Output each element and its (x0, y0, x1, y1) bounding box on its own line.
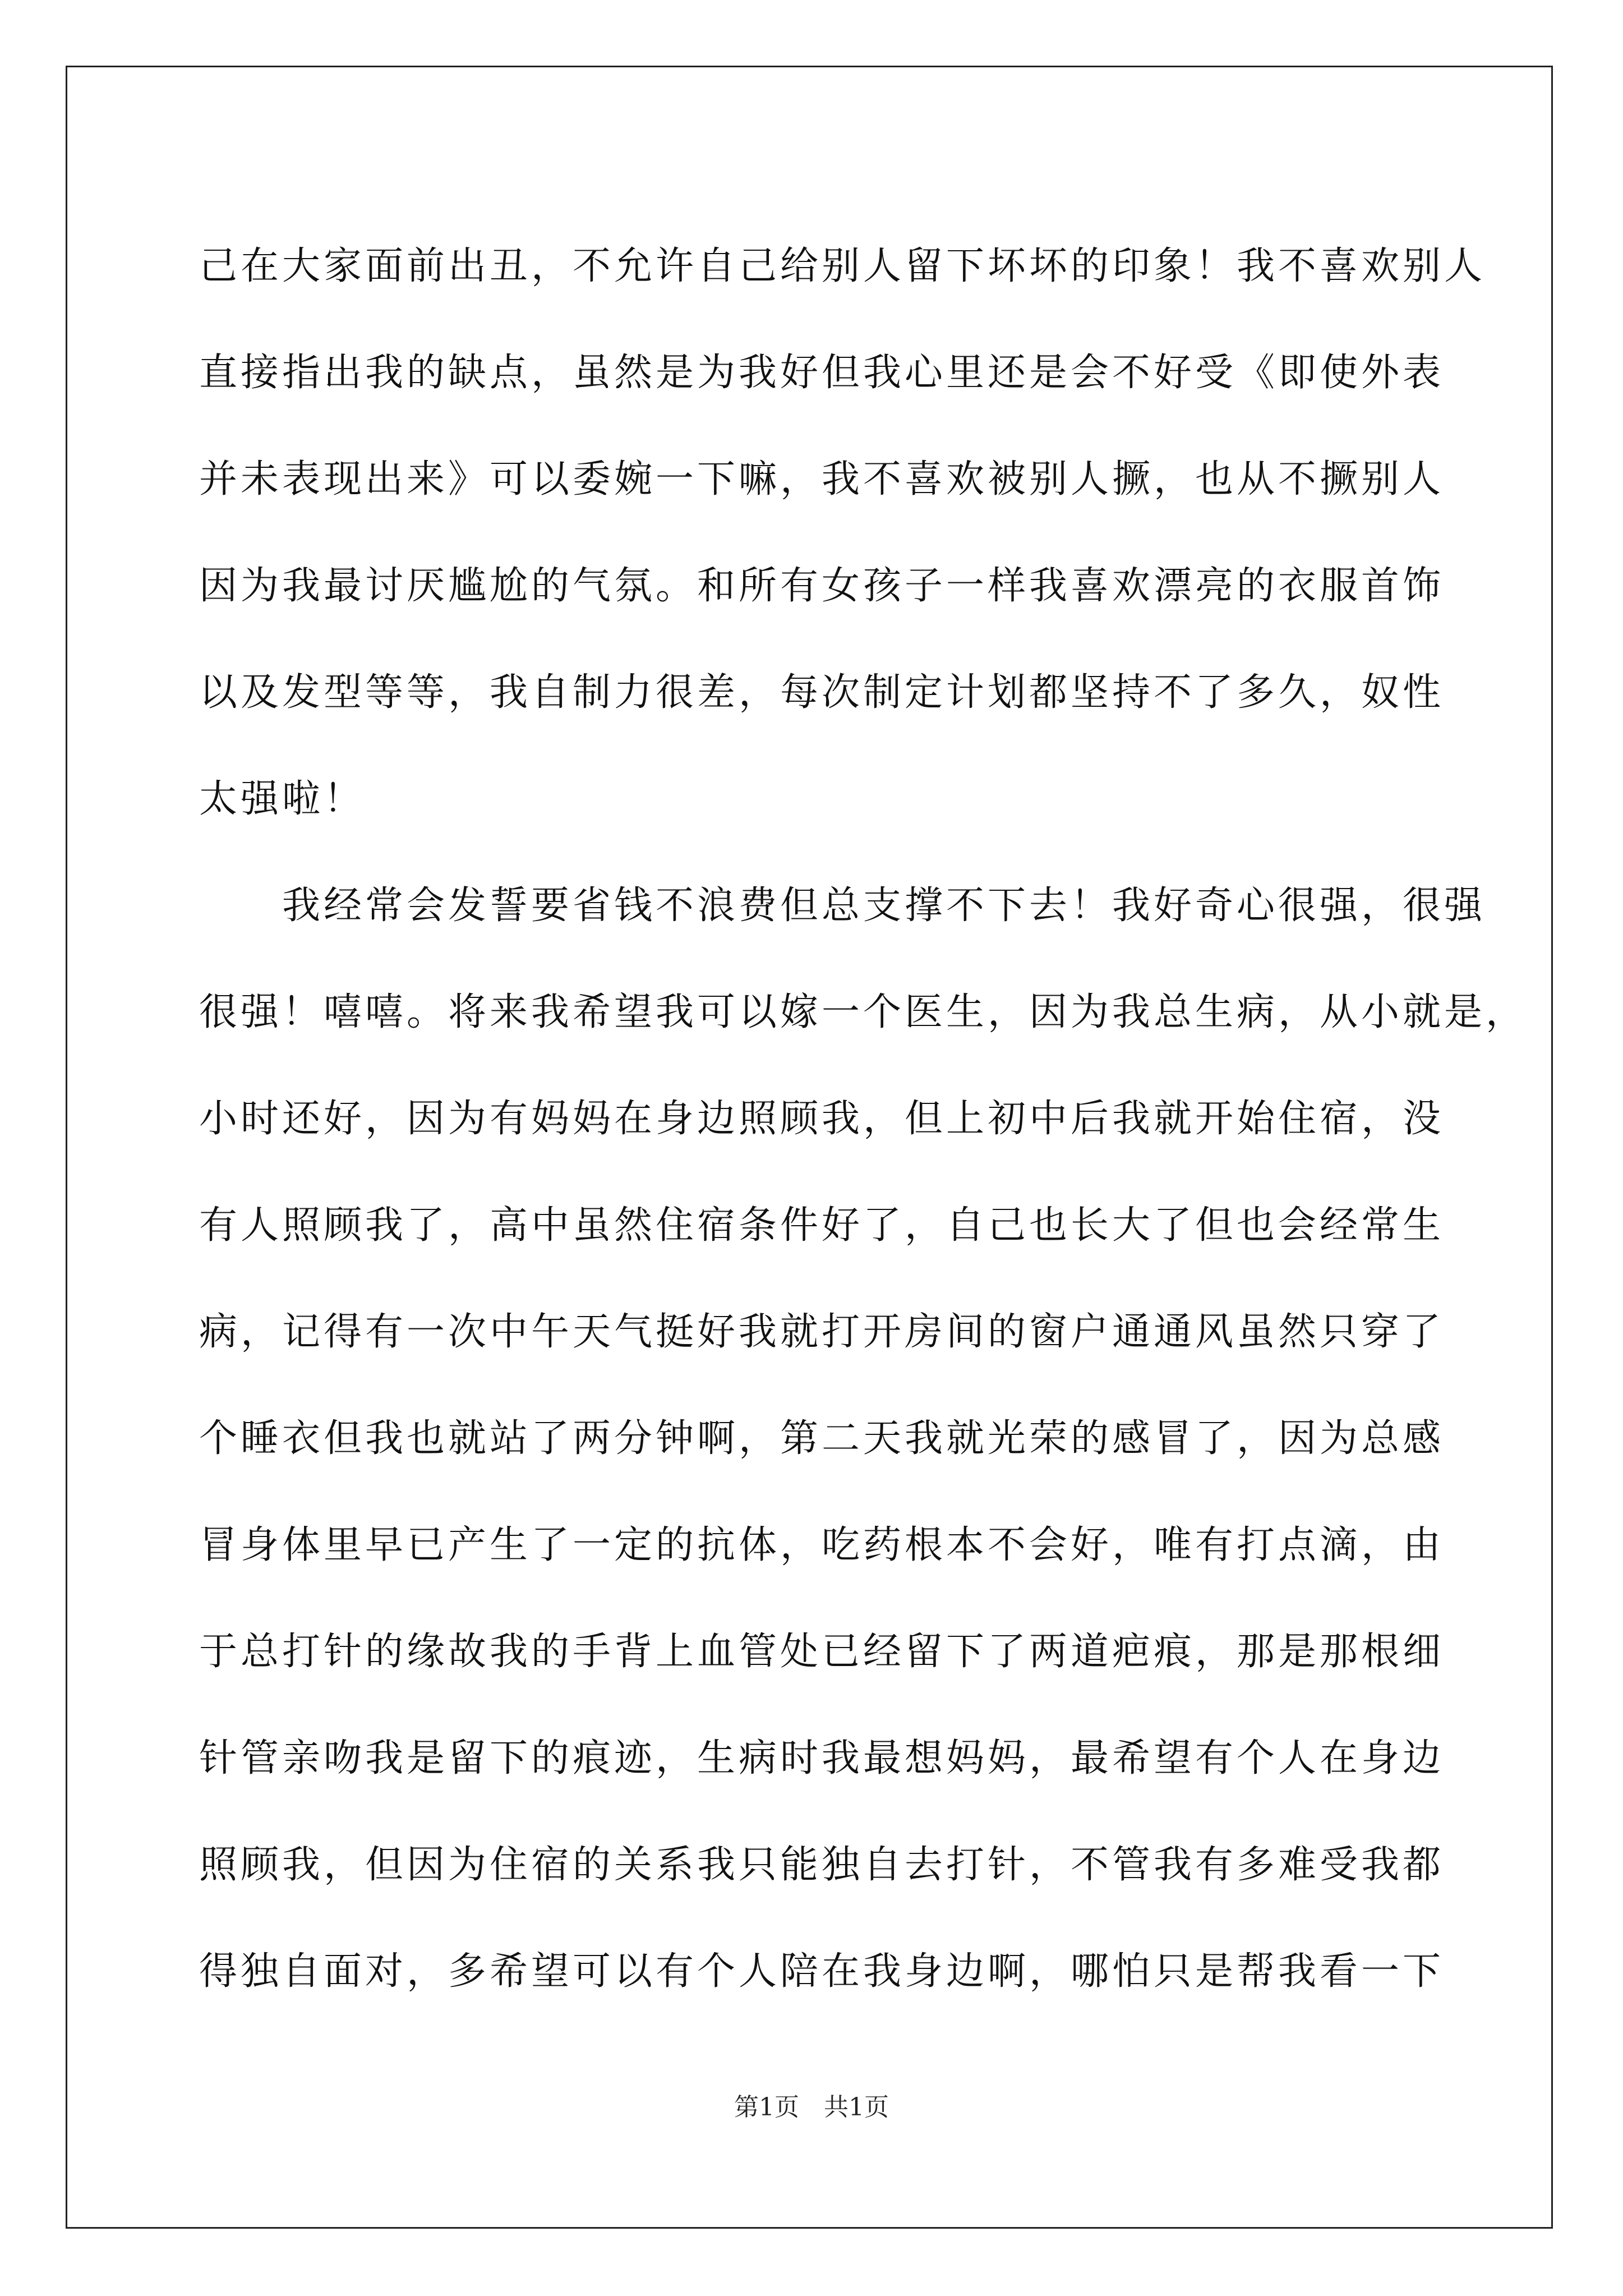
text-line: 病，记得有一次中午天气挺好我就打开房间的窗户通通风虽然只穿了 (199, 1310, 1445, 1354)
text-line: 直接指出我的缺点，虽然是为我好但我心里还是会不好受《即使外表 (199, 351, 1445, 395)
text-line: 以及发型等等，我自制力很差，每次制定计划都坚持不了多久，奴性 (199, 670, 1445, 715)
text-line: 有人照顾我了，高中虽然住宿条件好了，自己也长大了但也会经常生 (199, 1203, 1445, 1248)
text-line: 小时还好，因为有妈妈在身边照顾我，但上初中后我就开始住宿，没 (199, 1097, 1445, 1141)
text-line: 于总打针的缘故我的手背上血管处已经留下了两道疤痕，那是那根细 (199, 1630, 1445, 1674)
text-line: 太强啦！ (199, 777, 366, 821)
text-line: 我经常会发誓要省钱不浪费但总支撑不下去！我好奇心很强，很强 (199, 884, 1486, 928)
page-number-footer: 第1页 共1页 (734, 2093, 889, 2122)
text-line: 冒身体里早已产生了一定的抗体，吃药根本不会好，唯有打点滴，由 (199, 1523, 1445, 1567)
text-line: 并未表现出来》可以委婉一下嘛，我不喜欢被别人撅，也从不撅别人 (199, 457, 1445, 501)
text-line: 个睡衣但我也就站了两分钟啊，第二天我就光荣的感冒了，因为总感 (199, 1416, 1445, 1461)
document-body (199, 213, 1528, 2025)
text-line: 照顾我，但因为住宿的关系我只能独自去打针，不管我有多难受我都 (199, 1843, 1445, 1887)
text-line: 己在大家面前出丑，不允许自己给别人留下坏坏的印象！我不喜欢别人 (199, 244, 1486, 288)
text-line: 针管亲吻我是留下的痕迹，生病时我最想妈妈，最希望有个人在身边 (199, 1736, 1445, 1780)
text-line: 因为我最讨厌尴尬的气氛。和所有女孩子一样我喜欢漂亮的衣服首饰 (199, 564, 1445, 608)
text-line: 得独自面对，多希望可以有个人陪在我身边啊，哪怕只是帮我看一下 (199, 1949, 1445, 1994)
text-line: 很强！嘻嘻。将来我希望我可以嫁一个医生，因为我总生病，从小就是， (199, 990, 1528, 1034)
